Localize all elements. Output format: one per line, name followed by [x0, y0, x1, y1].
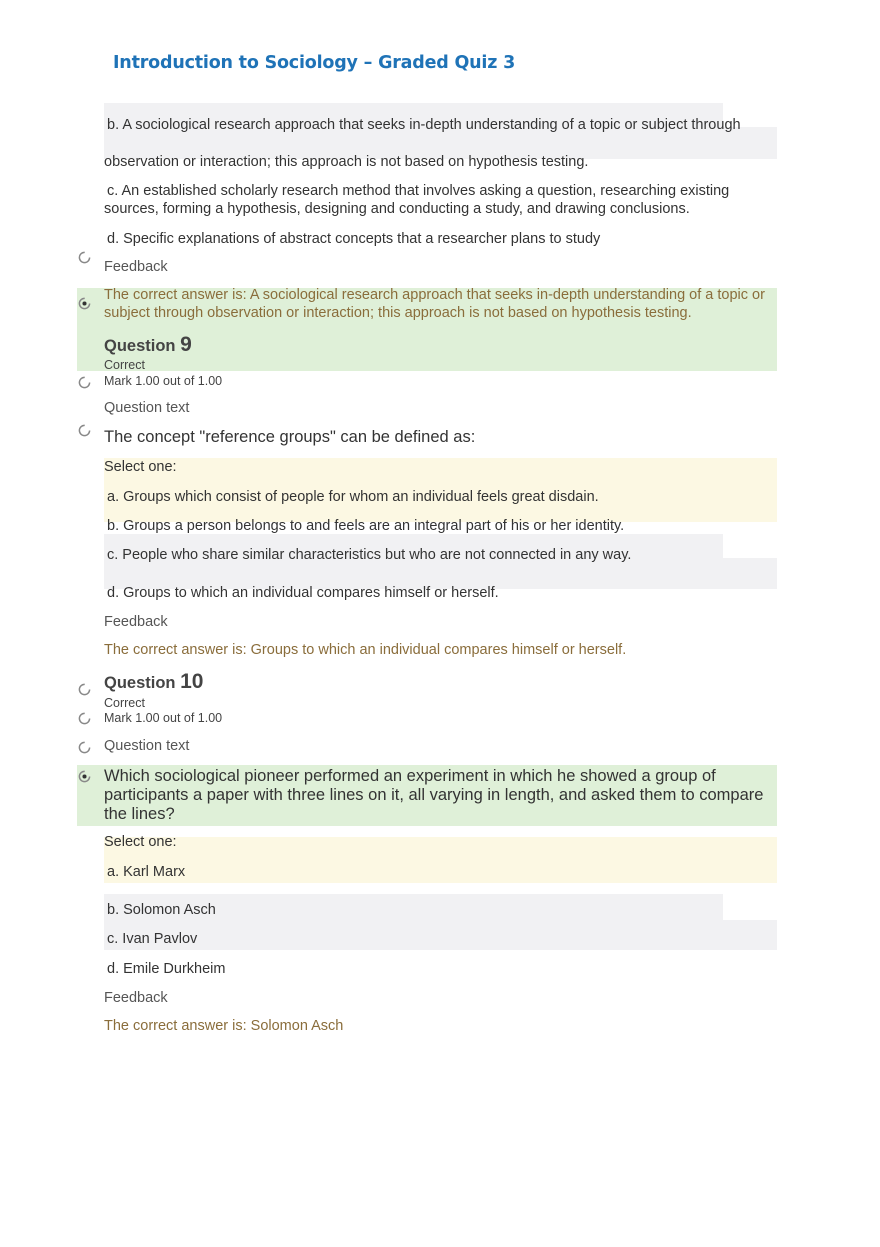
option-d[interactable]: d. Specific explanations of abstract concepts that a researcher plans to study: [107, 231, 601, 247]
question-state: Correct: [104, 696, 145, 710]
option-b-line1[interactable]: b. A sociological research approach that seeks in-depth understanding of a topic or subject through: [107, 117, 741, 133]
feedback-label: Feedback: [104, 259, 168, 275]
option-b-line2[interactable]: observation or interaction; this approach is not based on hypothesis testing.: [104, 154, 589, 170]
document-title: Introduction to Sociology – Graded Quiz 3: [113, 53, 516, 73]
feedback-text: The correct answer is: Groups to which an individual compares himself or herself.: [104, 642, 627, 658]
select-one-label: Select one:: [104, 459, 177, 475]
spinner-radio-icon[interactable]: [78, 683, 91, 696]
question-state: Correct: [104, 358, 145, 372]
question-number: 9: [180, 333, 192, 356]
question-label: Question: [104, 674, 176, 692]
answer-option[interactable]: a. Groups which consist of people for whom an individual feels great disdain.: [107, 489, 599, 505]
spinner-radio-icon[interactable]: [78, 251, 91, 264]
radio-selected-icon[interactable]: [78, 770, 91, 783]
answer-option[interactable]: c. People who share similar characteristics but who are not connected in any way.: [107, 547, 632, 563]
answer-option[interactable]: b. Groups a person belongs to and feels are an integral part of his or her identity.: [107, 518, 625, 534]
spinner-radio-icon[interactable]: [78, 424, 91, 437]
question-mark: Mark 1.00 out of 1.00: [104, 711, 223, 725]
question-text: Which sociological pioneer performed an experiment in which he showed a group of participants a paper with three lines on it, all varying in length, and asked them to compare the lines?: [104, 767, 764, 823]
question-label: Question: [104, 337, 176, 355]
answer-option[interactable]: a. Karl Marx: [107, 864, 186, 880]
feedback-label: Feedback: [104, 614, 168, 630]
question-mark: Mark 1.00 out of 1.00: [104, 374, 223, 388]
answer-option[interactable]: d. Emile Durkheim: [107, 961, 226, 977]
radio-selected-icon[interactable]: [78, 297, 91, 310]
spinner-radio-icon[interactable]: [78, 376, 91, 389]
option-c[interactable]: c. An established scholarly research method that involves asking a question, researching existing sources, forming a hypothesis, designing and conducting a study, and drawing conclusions.: [104, 183, 730, 217]
question-text-label: Question text: [104, 738, 190, 754]
question-text-label: Question text: [104, 400, 190, 416]
spinner-radio-icon[interactable]: [78, 741, 91, 754]
answer-option[interactable]: d. Groups to which an individual compares himself or herself.: [107, 585, 499, 601]
option-highlight: [104, 920, 777, 950]
spinner-radio-icon[interactable]: [78, 712, 91, 725]
select-band: [104, 837, 777, 883]
question-heading: [104, 670, 204, 693]
feedback-text: The correct answer is: A sociological research approach that seeks in-depth understanding of a topic or subject through observation or interaction; this approach is not based on hypothesis testing.: [104, 287, 765, 321]
question-heading: [104, 333, 192, 356]
question-text: The concept "reference groups" can be defined as:: [104, 428, 476, 446]
question-number: 10: [180, 670, 204, 693]
select-one-label: Select one:: [104, 834, 177, 850]
answer-option[interactable]: b. Solomon Asch: [107, 902, 216, 918]
feedback-label: Feedback: [104, 990, 168, 1006]
feedback-text: The correct answer is: Solomon Asch: [104, 1018, 344, 1034]
answer-option[interactable]: c. Ivan Pavlov: [107, 931, 198, 947]
